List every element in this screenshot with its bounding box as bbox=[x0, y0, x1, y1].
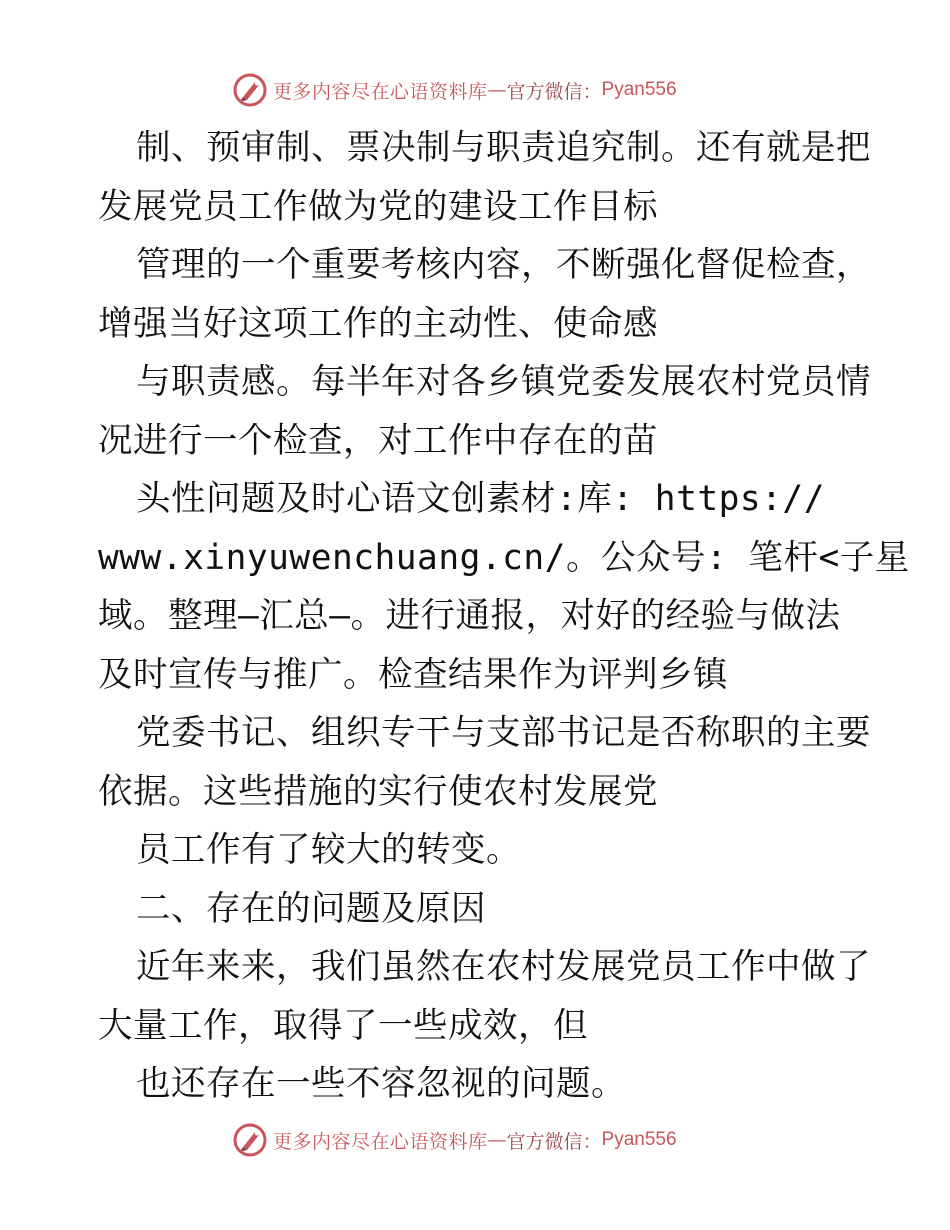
body-line: 况进行一个检查，对工作中存在的苗 bbox=[98, 420, 658, 461]
body-line: 管理的一个重要考核内容，不断强化督促检查， bbox=[136, 245, 871, 285]
body-line: 依据。这些措施的实行使农村发展党 bbox=[98, 771, 658, 812]
wechat-label: 官方微信： bbox=[506, 1130, 602, 1153]
body-line: 党委书记、组织专干与支部书记是否称职的主要 bbox=[136, 713, 871, 753]
brand-text: 更多内容尽在心语资料库 bbox=[273, 80, 488, 103]
body-line: 域。整理—汇总—。进行通报，对好的经验与做法 bbox=[98, 596, 841, 636]
wechat-id: Pyan556 bbox=[601, 1129, 677, 1150]
wechat-label: 官方微信： bbox=[506, 80, 602, 103]
document-body bbox=[98, 119, 910, 1114]
body-line: 发展党员工作做为党的建设工作目标 bbox=[98, 186, 658, 227]
body-line: 与职责感。每半年对各乡镇党委发展农村党员情 bbox=[136, 362, 871, 402]
body-line: 大量工作，取得了一些成效，但 bbox=[98, 1005, 588, 1046]
banner-separator: — bbox=[487, 1129, 507, 1151]
body-line: 员工作有了较大的转变。 bbox=[136, 830, 521, 870]
header-banner bbox=[233, 72, 677, 108]
body-line: 制、预审制、票决制与职责追究制。还有就是把 bbox=[136, 128, 871, 168]
body-line: 也还存在一些不容忽视的问题。 bbox=[136, 1064, 626, 1104]
body-line: 增强当好这项工作的主动性、使命感 bbox=[98, 303, 658, 344]
pen-nib-logo-icon bbox=[233, 1123, 267, 1157]
body-line: 及时宣传与推广。检查结果作为评判乡镇 bbox=[98, 654, 728, 695]
pen-nib-logo-icon bbox=[233, 73, 267, 107]
banner-separator: — bbox=[487, 79, 507, 101]
section-heading: 二、存在的问题及原因 bbox=[136, 888, 486, 929]
body-line: 头性问题及时心语文创素材:库: https:// bbox=[136, 479, 825, 519]
footer-banner bbox=[233, 1122, 677, 1158]
body-line: 近年来来，我们虽然在农村发展党员工作中做了 bbox=[136, 947, 871, 987]
brand-text: 更多内容尽在心语资料库 bbox=[273, 1130, 488, 1153]
body-line: www.xinyuwenchuang.cn/。公众号: 笔杆<子星 bbox=[98, 537, 910, 578]
wechat-id: Pyan556 bbox=[601, 79, 677, 100]
